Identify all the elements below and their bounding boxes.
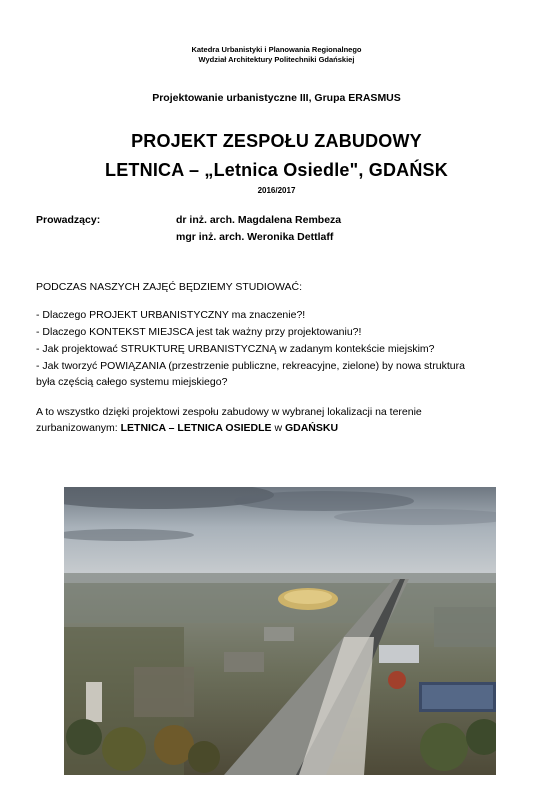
question-4-line-1: - Jak tworzyć POWIĄZANIA (przestrzenie publiczne, rekreacyjne, zielone) by nowa struktura bbox=[36, 360, 465, 372]
question-3: - Jak projektować STRUKTURĘ URBANISTYCZNĄ w zadanym kontekście miejskim? bbox=[36, 343, 435, 355]
department-line-2: Wydział Architektury Politechniki Gdańskiej bbox=[198, 55, 355, 64]
closing-prefix: zurbanizowanym: bbox=[36, 422, 121, 434]
page-title-line-2: LETNICA – „Letnica Osiedle", GDAŃSK bbox=[105, 160, 448, 180]
question-1: - Dlaczego PROJEKT URBANISTYCZNY ma znaczenie?! bbox=[36, 309, 306, 321]
department-header bbox=[0, 45, 553, 65]
page-title-line-1: PROJEKT ZESPOŁU ZABUDOWY bbox=[131, 131, 422, 151]
closing-location: LETNICA – LETNICA OSIEDLE bbox=[120, 422, 272, 434]
academic-year: 2016/2017 bbox=[257, 186, 296, 195]
leaders-label: Prowadzący: bbox=[36, 214, 101, 226]
leader-name-1: dr inż. arch. Magdalena Rembeza bbox=[176, 214, 342, 226]
department-line-1: Katedra Urbanistyki i Planowania Regionalnego bbox=[191, 45, 362, 54]
closing-line-1: A to wszystko dzięki projektowi zespołu zabudowy w wybranej lokalizacji na terenie bbox=[36, 406, 422, 418]
closing-mid: w bbox=[271, 422, 285, 434]
question-4-line-2: była częścią całego systemu miejskiego? bbox=[36, 376, 228, 388]
closing-line-2 bbox=[36, 421, 338, 435]
course-title: Projektowanie urbanistyczne III, Grupa ERASMUS bbox=[152, 92, 401, 104]
closing-city: GDAŃSKU bbox=[284, 422, 339, 434]
intro-text: PODCZAS NASZYCH ZAJĘĆ BĘDZIEMY STUDIOWAĆ: bbox=[36, 281, 303, 293]
aerial-photo bbox=[64, 487, 496, 775]
leader-name-2: mgr inż. arch. Weronika Dettlaff bbox=[176, 231, 334, 243]
question-2: - Dlaczego KONTEKST MIEJSCA jest tak ważny przy projektowaniu?! bbox=[36, 326, 362, 338]
